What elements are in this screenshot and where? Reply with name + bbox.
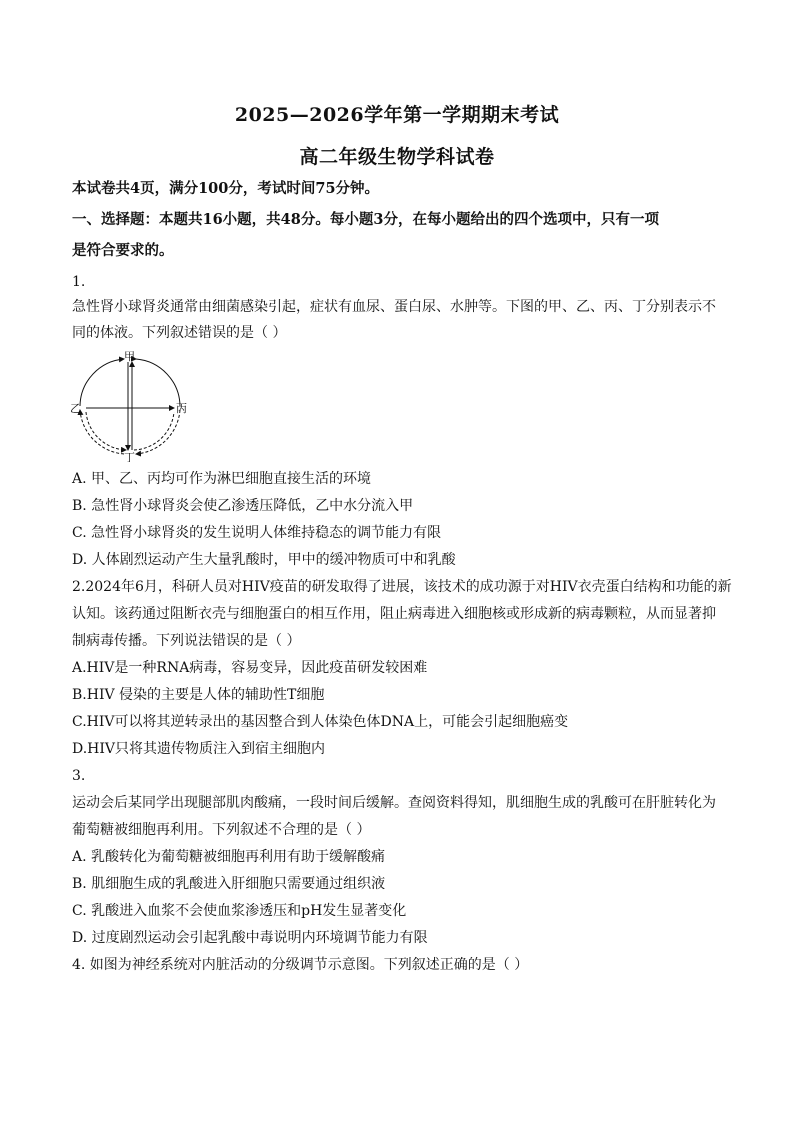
q2-stem-line3: 制病毒传播。下列说法错误的是（ ） — [72, 633, 301, 649]
q1-option-d: D. 人体剧烈运动产生大量乳酸时，甲中的缓冲物质可中和乳酸 — [72, 552, 456, 568]
exam-subtitle: 高二年级生物学科试卷 — [299, 146, 495, 168]
q2-option-d: D.HIV只将其遗传物质注入到宿主细胞内 — [72, 741, 326, 757]
q4-stem-line1: 4. 如图为神经系统对内脏活动的分级调节示意图。下列叙述正确的是（ ） — [72, 957, 529, 973]
q2-stem-line1: 2.2024年6月，科研人员对HIV疫苗的研发取得了进展，该技术的成功源于对HIV衣壳蛋白结构和功能的新 — [72, 579, 732, 595]
q1-number: 1. — [72, 274, 86, 290]
q3-stem-line2: 葡萄糖被细胞再利用。下列叙述不合理的是（ ） — [72, 822, 371, 838]
q2-option-b: B.HIV 侵染的主要是人体的辅助性T细胞 — [72, 687, 325, 703]
q3-number: 3. — [72, 768, 86, 784]
q1-option-c: C. 急性肾小球肾炎的发生说明人体维持稳态的调节能力有限 — [72, 525, 442, 541]
q3-option-d: D. 过度剧烈运动会引起乳酸中毒说明内环境调节能力有限 — [72, 930, 428, 946]
label-yi: 乙 — [70, 402, 81, 415]
section-heading-line1: 一、选择题：本题共16小题，共48分。每小题3分，在每小题给出的四个选项中，只有一项 — [72, 211, 659, 228]
section-heading-line2: 是符合要求的。 — [72, 242, 174, 259]
q3-option-a: A. 乳酸转化为葡萄糖被细胞再利用有助于缓解酸痛 — [72, 849, 386, 865]
q2-stem-line2: 认知。该药通过阻断衣壳与细胞蛋白的相互作用，阻止病毒进入细胞核或形成新的病毒颗粒，从而显著抑 — [72, 606, 716, 622]
exam-info: 本试卷共4页，满分100分，考试时间75分钟。 — [72, 180, 380, 197]
q3-option-b: B. 肌细胞生成的乳酸进入肝细胞只需要通过组织液 — [72, 876, 386, 892]
q2-option-a: A.HIV是一种RNA病毒，容易变异，因此疫苗研发较困难 — [72, 660, 428, 676]
label-jia: 甲 — [124, 350, 135, 363]
label-ding: 丁 — [124, 451, 135, 462]
q3-stem-line1: 运动会后某同学出现腿部肌肉酸痛，一段时间后缓解。查阅资料得知，肌细胞生成的乳酸可在肝脏转化为 — [72, 795, 716, 811]
q1-stem-line2: 同的体液。下列叙述错误的是（ ） — [72, 325, 287, 341]
body-fluid-diagram — [70, 350, 190, 462]
exam-title: 2025—2026学年第一学期期末考试 — [234, 104, 560, 126]
q1-option-a: A. 甲、乙、丙均可作为淋巴细胞直接生活的环境 — [72, 471, 372, 487]
q2-option-c: C.HIV可以将其逆转录出的基因整合到人体染色体DNA上，可能会引起细胞癌变 — [72, 714, 569, 730]
label-bing: 丙 — [176, 402, 187, 415]
q3-option-c: C. 乳酸进入血浆不会使血浆渗透压和pH发生显著变化 — [72, 903, 407, 919]
q1-option-b: B. 急性肾小球肾炎会使乙渗透压降低，乙中水分流入甲 — [72, 498, 414, 514]
q1-stem-line1: 急性肾小球肾炎通常由细菌感染引起，症状有血尿、蛋白尿、水肿等。下图的甲、乙、丙、丁分别表示不 — [72, 299, 716, 315]
